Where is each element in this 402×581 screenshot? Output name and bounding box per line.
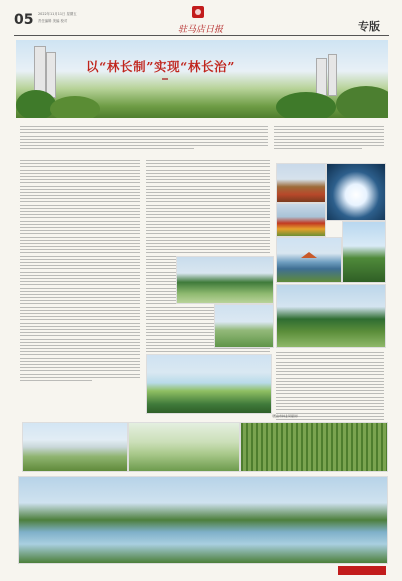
reservoir-panorama-photo (18, 476, 388, 564)
intro-paragraph-right (274, 126, 384, 152)
pond-forest-photo (276, 284, 386, 348)
banner-image (16, 40, 388, 118)
tree-shape (276, 92, 336, 118)
terrace-hill-photo (22, 422, 128, 472)
building-shape (316, 58, 327, 96)
issue-editors: 责任编辑 美编 校对 (38, 19, 68, 23)
red-leaves-photo (276, 203, 326, 237)
left-column-text (20, 160, 140, 383)
headline: 以“林长制”实现“林长治” (86, 59, 236, 74)
meadow-photo (214, 304, 274, 348)
footer-badge (338, 566, 386, 575)
tree-shape (16, 90, 56, 118)
autumn-forest-photo (276, 163, 326, 203)
tree-shape (50, 96, 100, 118)
subheadline (162, 78, 168, 80)
hills-photo (176, 256, 274, 304)
section-label: 专版 (358, 20, 380, 33)
pavilion-roof-shape (301, 252, 317, 258)
river-landscape-photo (146, 354, 272, 414)
building-shape (328, 54, 337, 96)
building-shape (46, 52, 56, 98)
masthead-emblem-icon (192, 6, 204, 18)
poplar-forest-photo (240, 422, 388, 472)
page-number: 05 (14, 12, 34, 28)
intro-paragraph (20, 126, 268, 152)
issue-date: 2022年11月11日 星期五 (38, 12, 77, 16)
forest-lake-photo (342, 221, 386, 283)
masthead-title: 驻马店日报 (178, 25, 224, 35)
pavilion-photo (276, 237, 342, 283)
tree-shape (336, 86, 388, 118)
white-egret-photo (326, 163, 386, 221)
grove-photo (128, 422, 240, 472)
photo-caption: （图由市林业局提供） (270, 414, 301, 418)
right-column-text (276, 352, 384, 432)
header-rule (14, 35, 389, 36)
